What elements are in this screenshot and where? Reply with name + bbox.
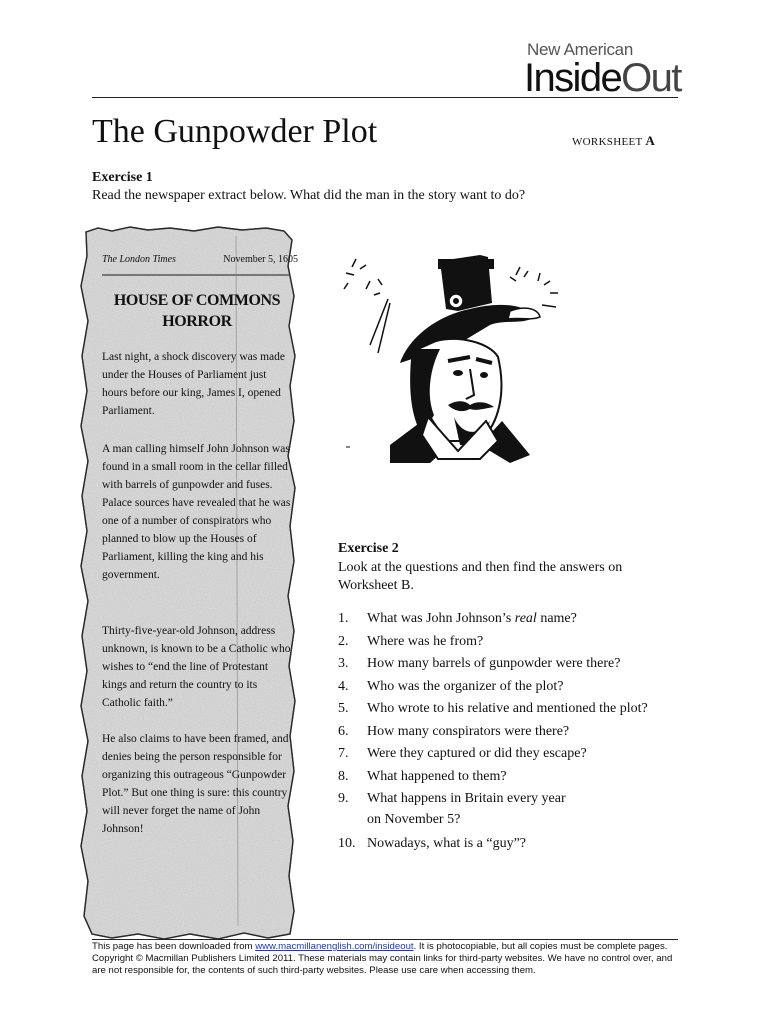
article-paragraph-1: Last night, a shock discovery was made under the Houses of Parliament just hours before our king, James I, opened Parliament. <box>102 351 285 417</box>
worksheet-letter: A <box>645 133 656 148</box>
guy-fawkes-illustration <box>330 245 598 463</box>
article-paragraph-4: He also claims to have been framed, and denies being the person responsible for organizing this outrageous “Gunpowder Plot.” But one thing is sure: this country will never forget the name of John Johnson! <box>102 733 289 835</box>
article-paragraph-2: A man calling himself John Johnson was found in a small room in the cellar filled with barrels of gunpowder and fuses. Palace sources have revealed that he was one of a number of conspirators who planned to blow up the Houses of Parliament, killing the king and his government. <box>102 443 291 581</box>
brand-out: Out <box>621 56 681 100</box>
worksheet-word: WORKSHEET <box>572 136 643 148</box>
firework-left-icon <box>344 259 390 353</box>
footer-divider <box>92 939 678 940</box>
headline-line-2: HORROR <box>162 313 232 330</box>
brand-logo <box>524 56 681 100</box>
newspaper-date: November 5, 1605 <box>223 254 298 265</box>
exercise2-heading: Exercise 2 <box>338 541 399 556</box>
firework-right-icon <box>510 267 558 307</box>
footer-copyright: This page has been downloaded from www.macmillanenglish.com/insideout. It is photocopiable, but all copies must be complete pages. Copyright © Macmillan Publishers Limited 2011. These materials may contain links for third-party websites. We have no control over, and are not responsible for, the contents of such third-party websites. Please use care when accessing them. <box>92 941 673 976</box>
exercise2-instruction: Look at the questions and then find the answers on Worksheet B. <box>338 560 623 593</box>
exercise1-instruction: Read the newspaper extract below. What did the man in the story want to do? <box>92 188 526 203</box>
masthead-rule <box>102 274 289 276</box>
brand-inside: Inside <box>524 56 622 100</box>
newspaper-extract <box>78 226 304 941</box>
headline-line-1: HOUSE OF COMMONS <box>113 292 281 309</box>
newspaper-masthead <box>102 254 298 265</box>
exercise1-heading: Exercise 1 <box>92 170 153 185</box>
article-paragraph-3: Thirty-five-year-old Johnson, address unknown, is known to be a Catholic who wishes to “end the line of Protestant kings and return the country to its Catholic faith.” <box>102 625 291 709</box>
newspaper-headline <box>102 290 292 332</box>
brand-subtitle: New American <box>527 40 633 59</box>
page-title: The Gunpowder Plot <box>92 113 378 150</box>
newspaper-name: The London Times <box>102 254 176 265</box>
worksheet-label <box>572 133 655 149</box>
header-divider <box>92 97 678 98</box>
macmillan-link[interactable]: www.macmillanenglish.com/insideout <box>255 941 414 952</box>
